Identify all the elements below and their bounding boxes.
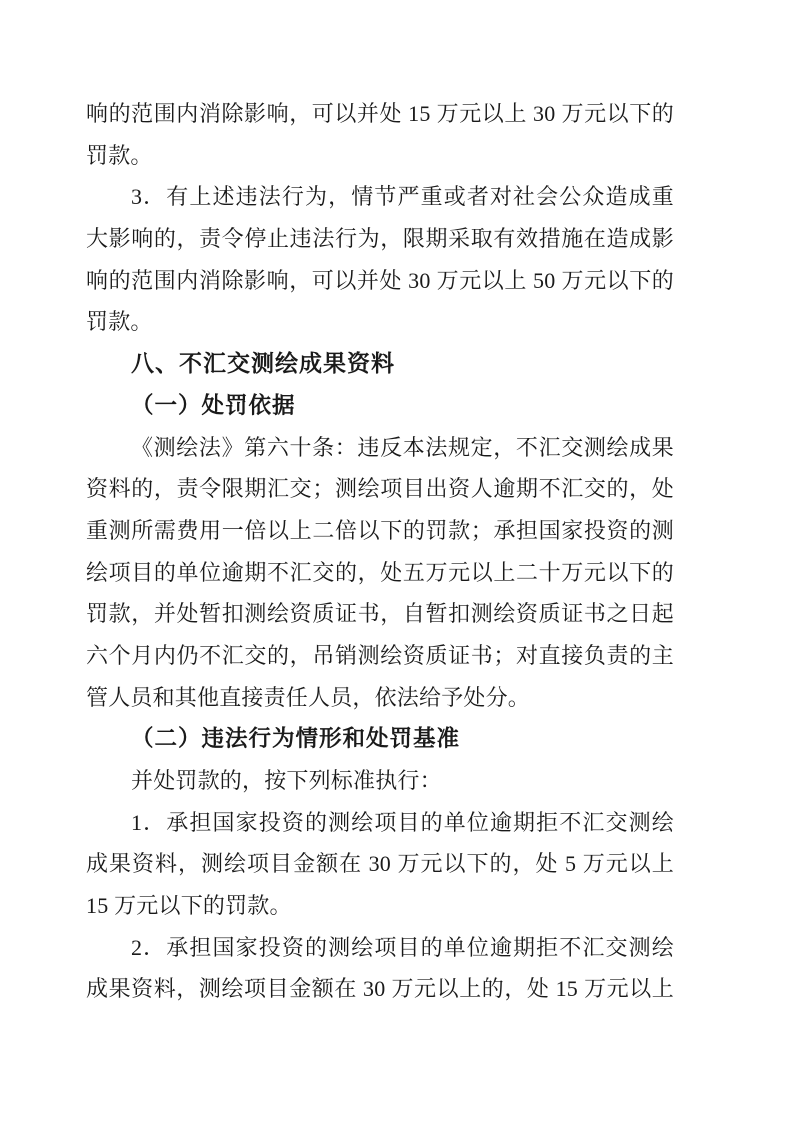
- text-line: 响的范围内消除影响，可以并处 15 万元以上 30 万元以下的: [86, 101, 674, 126]
- text-line: 罚款。: [86, 309, 153, 335]
- text-line: 资料的，责令限期汇交；测绘项目出资人逾期不汇交的，处: [86, 476, 674, 502]
- section-heading: 八、不汇交测绘成果资料: [131, 350, 395, 377]
- text-line: 1．承担国家投资的测绘项目的单位逾期拒不汇交测绘: [131, 809, 674, 835]
- text-line: 2．承担国家投资的测绘项目的单位逾期拒不汇交测绘: [131, 934, 674, 960]
- text-line: 重测所需费用一倍以上二倍以下的罚款；承担国家投资的测: [86, 517, 674, 543]
- text-line: 并处罚款的，按下列标准执行：: [131, 768, 442, 793]
- text-block: [86, 93, 674, 1010]
- text-line: 绘项目的单位逾期不汇交的，处五万元以上二十万元以下的: [86, 559, 674, 585]
- text-line: 大影响的，责令停止违法行为，限期采取有效措施在造成影: [86, 226, 674, 252]
- text-line: 《测绘法》第六十条：违反本法规定，不汇交测绘成果: [131, 434, 674, 460]
- text-line: 六个月内仍不汇交的，吊销测绘资质证书；对直接负责的主: [86, 642, 674, 668]
- subsection-heading: （二）违法行为情形和处罚基准: [131, 726, 461, 752]
- text-line: 罚款，并处暂扣测绘资质证书，自暂扣测绘资质证书之日起: [86, 601, 674, 627]
- text-line: 罚款。: [86, 142, 153, 168]
- text-line: 15 万元以下的罚款。: [86, 893, 292, 919]
- text-line: 3．有上述违法行为，情节严重或者对社会公众造成重: [131, 184, 674, 210]
- text-line: 成果资料，测绘项目金额在 30 万元以下的，处 5 万元以上: [86, 851, 674, 877]
- text-line: 成果资料，测绘项目金额在 30 万元以上的，处 15 万元以上: [86, 976, 674, 1002]
- text-line: 响的范围内消除影响，可以并处 30 万元以上 50 万元以下的: [86, 267, 674, 293]
- text-line: 管人员和其他直接责任人员，依法给予处分。: [86, 684, 531, 710]
- subsection-heading: （一）处罚依据: [131, 392, 296, 418]
